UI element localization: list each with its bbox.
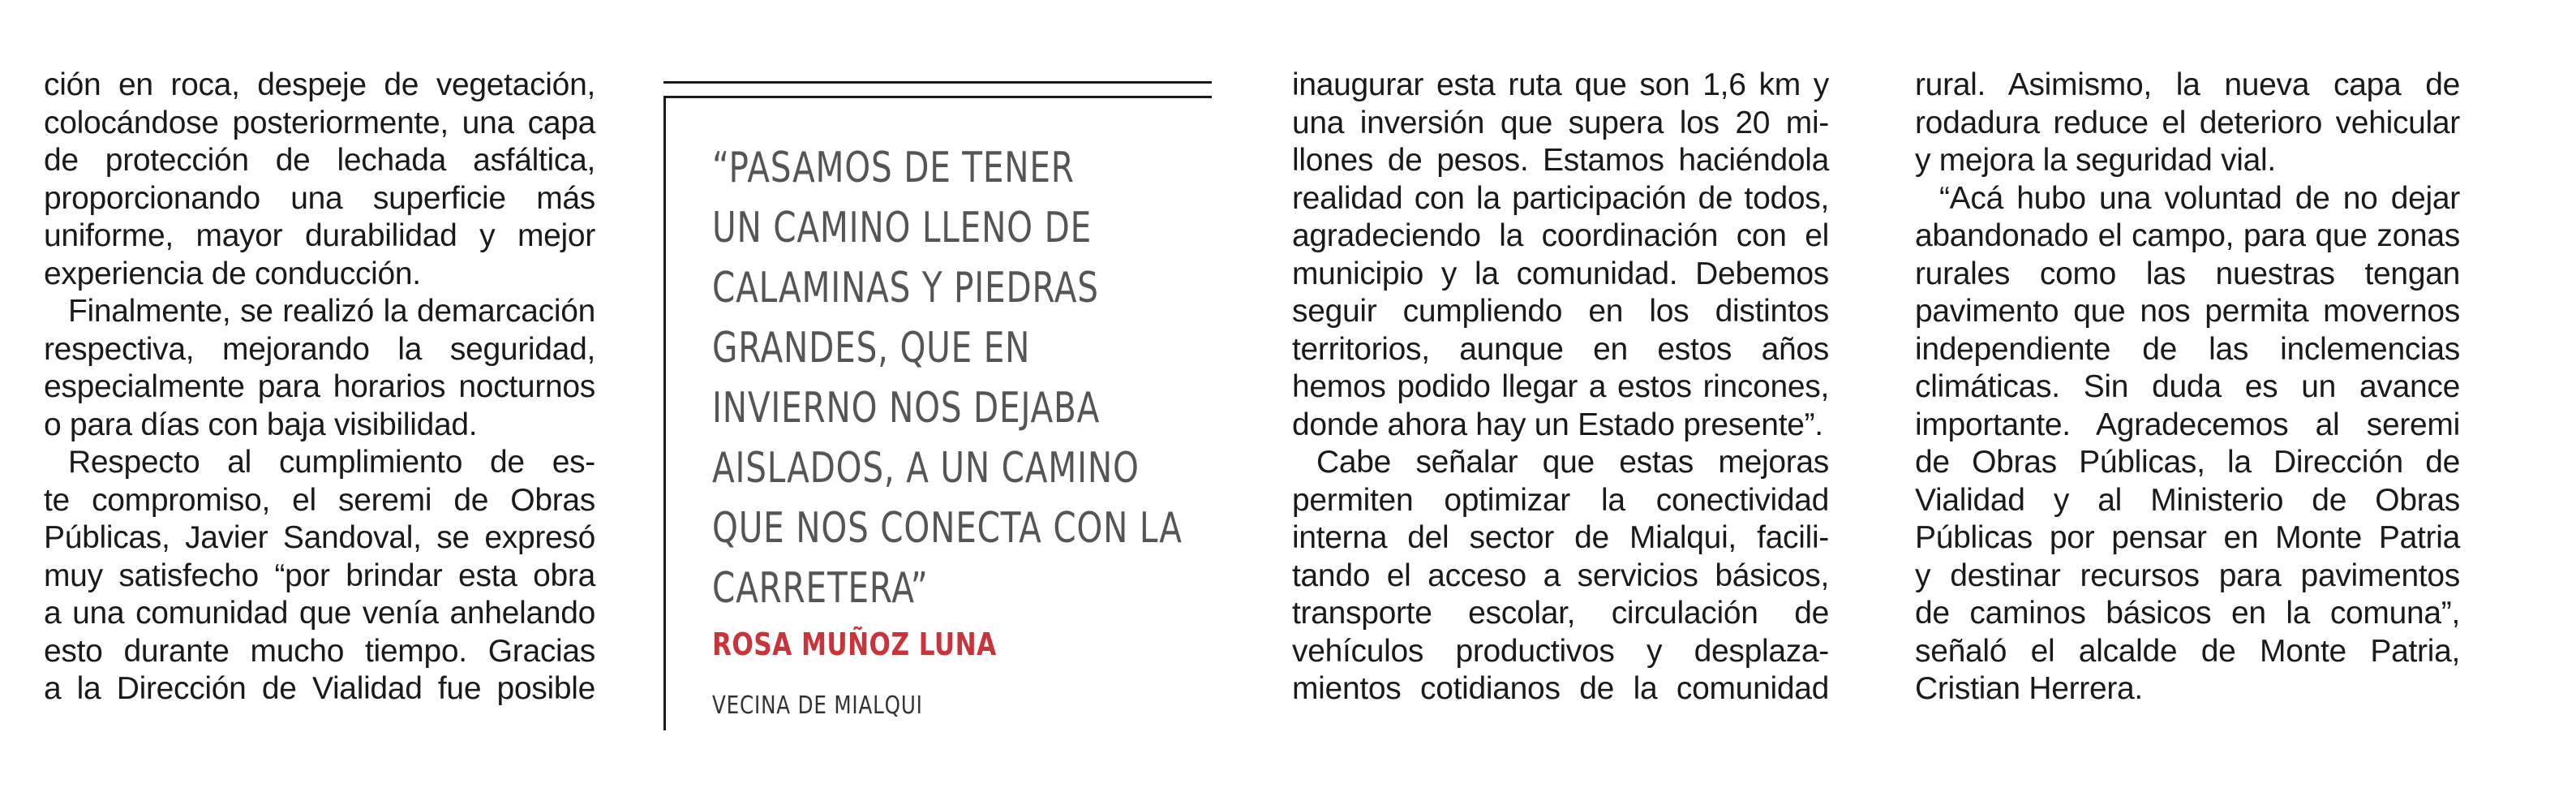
text-line: rodadura reduce el deterioro vehicular xyxy=(1915,105,2460,140)
text-line: transporte escolar, circulación de xyxy=(1292,596,1829,631)
quote-top-rule-inner xyxy=(663,96,1212,98)
text-line: donde ahora hay un Estado presente”. xyxy=(1292,407,1823,442)
text-line: llones de pesos. Estamos haciéndola xyxy=(1292,143,1829,178)
text-line: te compromiso, el seremi de Obras xyxy=(44,482,595,518)
text-line: rurales como las nuestras tengan xyxy=(1915,256,2460,291)
quote-left-rule xyxy=(663,96,666,730)
text-line: uniforme, mayor durabilidad y mejor xyxy=(44,218,595,253)
article-column-4 xyxy=(1915,67,2460,708)
quote-top-rule xyxy=(663,81,1212,84)
text-line: Vialidad y al Ministerio de Obras xyxy=(1915,482,2460,518)
text-line: climáticas. Sin duda es un avance xyxy=(1915,369,2460,404)
text-line: municipio y la comunidad. Debemos xyxy=(1292,256,1829,291)
article-column-3 xyxy=(1292,67,1829,708)
text-line: pavimento que nos permita movernos xyxy=(1915,294,2460,329)
text-line: muy satisfecho “por brindar esta obra xyxy=(44,558,595,593)
text-line: agradeciendo la coordinación con el xyxy=(1292,218,1829,253)
text-line: y destinar recursos para pavimentos xyxy=(1915,558,2460,593)
text-line: abandonado el campo, para que zonas xyxy=(1915,218,2460,253)
quote-text xyxy=(712,138,1183,618)
text-line: inaugurar esta ruta que son 1,6 km y xyxy=(1292,67,1829,102)
text-line: permiten optimizar la conectividad xyxy=(1292,482,1829,518)
text-line: a una comunidad que venía anhelando xyxy=(44,596,595,631)
pull-quote xyxy=(663,81,1212,730)
quote-line: CARRETERA” xyxy=(712,564,929,613)
text-line: mientos cotidianos de la comunidad xyxy=(1292,671,1829,706)
quote-line: “PASAMOS DE TENER xyxy=(712,144,1075,192)
quote-author: ROSA MUÑOZ LUNA xyxy=(712,627,997,662)
text-line: de protección de lechada asfáltica, xyxy=(44,143,595,178)
text-line: una inversión que supera los 20 mi- xyxy=(1292,105,1829,140)
text-line: realidad con la participación de todos, xyxy=(1292,180,1829,216)
text-line: a la Dirección de Vialidad fue posible xyxy=(44,671,595,706)
text-line: o para días con baja visibilidad. xyxy=(44,407,478,442)
text-line: importante. Agradecemos al seremi xyxy=(1915,407,2460,442)
quote-line: GRANDES, QUE EN xyxy=(712,324,1031,373)
paragraph-start-line: “Acá hubo una voluntad de no dejar xyxy=(1939,180,2460,216)
quote-line: UN CAMINO LLENO DE xyxy=(712,204,1092,252)
quote-author-role: VECINA DE MIALQUI xyxy=(712,691,923,720)
text-line: hemos podido llegar a estos rincones, xyxy=(1292,369,1829,404)
text-line: experiencia de conducción. xyxy=(44,256,421,291)
text-line: independiente de las inclemencias xyxy=(1915,331,2460,367)
text-line: rural. Asimismo, la nueva capa de xyxy=(1915,67,2460,102)
text-line: Cristian Herrera. xyxy=(1915,671,2143,706)
text-line: Públicas por pensar en Monte Patria xyxy=(1915,520,2460,555)
text-line: de caminos básicos en la comuna”, xyxy=(1915,596,2460,631)
text-line: territorios, aunque en estos años xyxy=(1292,331,1829,367)
text-line: seguir cumpliendo en los distintos xyxy=(1292,294,1829,329)
article-column-1 xyxy=(44,67,595,708)
text-line: respectiva, mejorando la seguridad, xyxy=(44,331,595,367)
text-line: señaló el alcalde de Monte Patria, xyxy=(1915,633,2460,669)
text-line: interna del sector de Mialqui, facili- xyxy=(1292,520,1829,555)
paragraph-start-line: Cabe señalar que estas mejoras xyxy=(1316,445,1829,480)
quote-line: INVIERNO NOS DEJABA xyxy=(712,384,1101,433)
text-line: vehículos productivos y desplaza- xyxy=(1292,633,1829,669)
text-line: Públicas, Javier Sandoval, se expresó xyxy=(44,520,595,555)
text-line: especialmente para horarios nocturnos xyxy=(44,369,595,404)
text-line: y mejora la seguridad vial. xyxy=(1915,143,2276,178)
paragraph-start-line: Respecto al cumplimiento de es- xyxy=(68,445,595,480)
text-line: tando el acceso a servicios básicos, xyxy=(1292,558,1829,593)
text-line: de Obras Públicas, la Dirección de xyxy=(1915,445,2460,480)
text-line: esto durante mucho tiempo. Gracias xyxy=(44,633,595,669)
text-line: ción en roca, despeje de vegetación, xyxy=(44,67,595,102)
text-line: colocándose posteriormente, una capa xyxy=(44,105,595,140)
text-line: proporcionando una superficie más xyxy=(44,180,595,216)
paragraph-start-line: Finalmente, se realizó la demarcación xyxy=(68,294,595,329)
quote-line: AISLADOS, A UN CAMINO xyxy=(712,444,1140,493)
quote-line: QUE NOS CONECTA CON LA xyxy=(712,504,1183,553)
quote-line: CALAMINAS Y PIEDRAS xyxy=(712,264,1099,312)
